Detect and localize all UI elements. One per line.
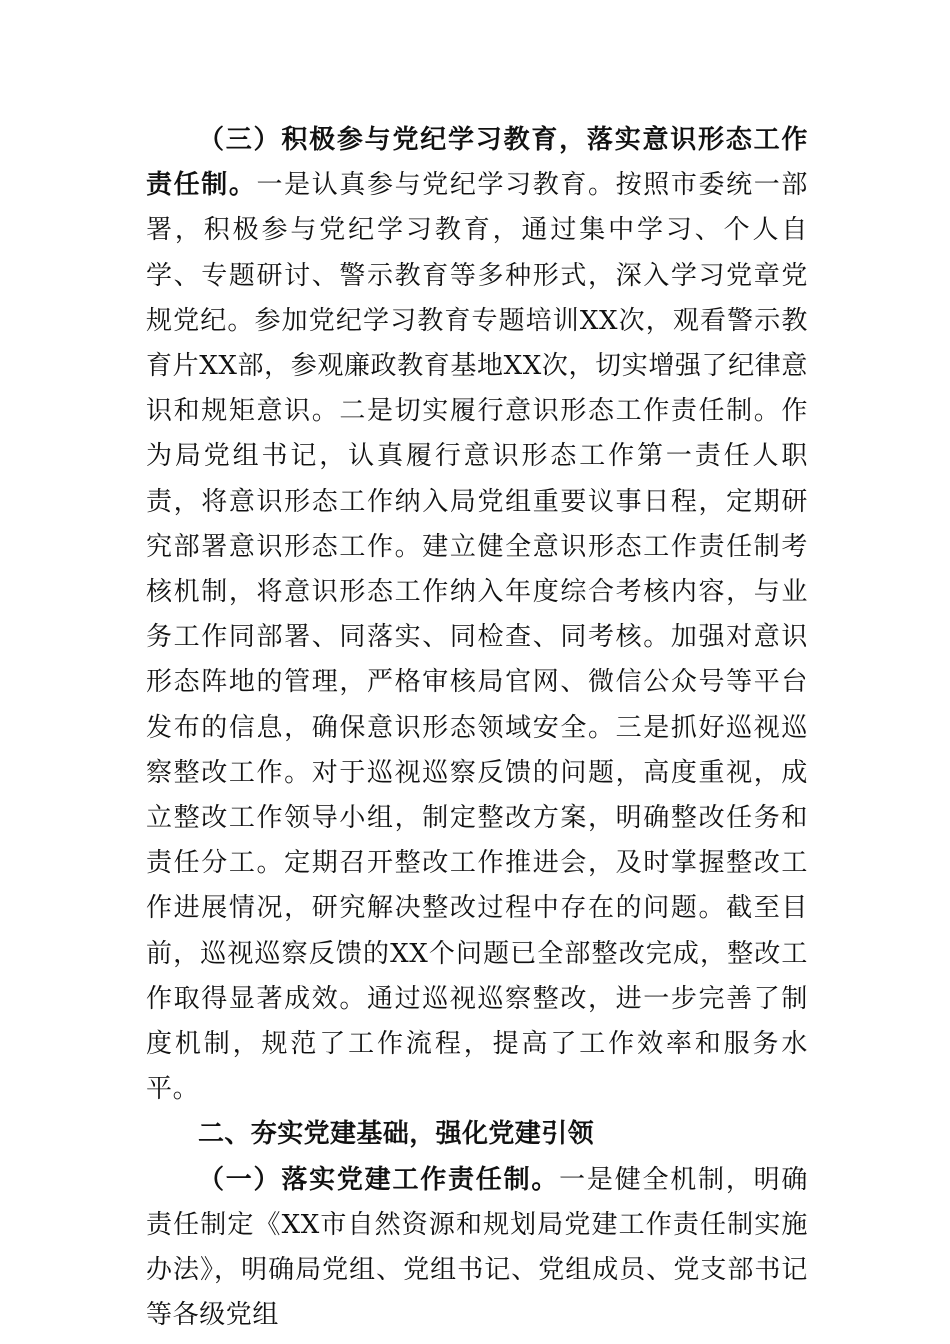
paragraph-text: 一是健全机制，明确责任制定《XX市自然资源和规划局党建工作责任制实施办法》，明确局党组、党组书记、党组成员、党支部书记等各级党组	[146, 1164, 808, 1331]
paragraph-lead: （一）落实党建工作责任制。	[198, 1164, 560, 1195]
paragraph-ideology-responsibility	[146, 118, 808, 1112]
paragraph-text: 一是认真参与党纪学习教育。按照市委统一部署，积极参与党纪学习教育，通过集中学习、个人自学、专题研讨、警示教育等多种形式，深入学习党章党规党纪。参加党纪学习教育专题培训XX次，观看警示教育片XX部，参观廉政教育基地XX次，切实增强了纪律意识和规矩意识。二是切实履行意识形态工作责任制。作为局党组书记，认真履行意识形态工作第一责任人职责，将意识形态工作纳入局党组重要议事日程，定期研究部署意识形态工作。建立健全意识形态工作责任制考核机制，将意识形态工作纳入年度综合考核内容，与业务工作同部署、同落实、同检查、同考核。加强对意识形态阵地的管理，严格审核局官网、微信公众号等平台发布的信息，确保意识形态领域安全。三是抓好巡视巡察整改工作。对于巡视巡察反馈的问题，高度重视，成立整改工作领导小组，制定整改方案，明确整改任务和责任分工。定期召开整改工作推进会，及时掌握整改工作进展情况，研究解决整改过程中存在的问题。截至目前，巡视巡察反馈的XX个问题已全部整改完成，整改工作取得显著成效。通过巡视巡察整改，进一步完善了制度机制，规范了工作流程，提高了工作效率和服务水平。	[146, 170, 808, 1105]
paragraph-lead: （三）积极参与党纪学习教育，落实意识形态工作责任制。	[146, 125, 808, 201]
section-heading: 二、夯实党建基础，强化党建引领	[198, 1119, 595, 1150]
document-body	[146, 118, 808, 1338]
paragraph-party-building-responsibility	[146, 1158, 808, 1339]
